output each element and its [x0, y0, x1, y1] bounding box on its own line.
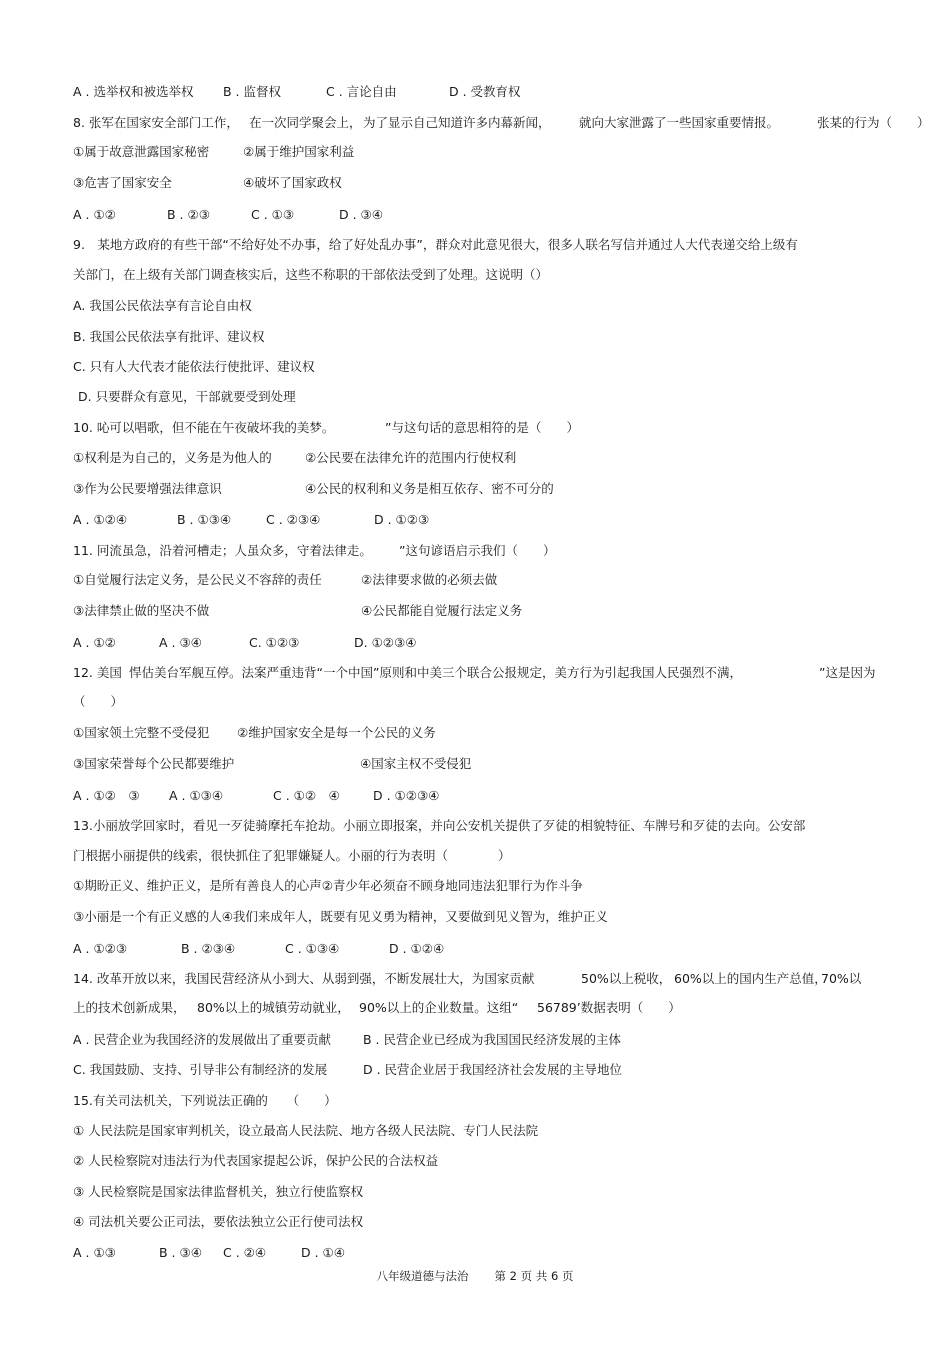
q12-statement-4: ④国家主权不受侵犯 — [360, 756, 472, 771]
q15-statement-4: ④ 司法机关要公正司法，要依法独立公正行使司法权 — [73, 1214, 364, 1229]
q14-options-row2 — [73, 1062, 622, 1078]
q11-stem — [73, 543, 555, 559]
q8-statement-2: ②属于维护国家利益 — [243, 144, 355, 159]
q12-stem-part: 悍估美台军舰互停。法案严重违背“一个中国”原则和中美三个联合公报规定，美方行为引起我国人民强烈不满， — [129, 665, 742, 680]
q10-statement-3: ③作为公民要增强法律意识 — [73, 481, 222, 496]
q11-statement-3: ③法律禁止做的坚决不做 — [73, 603, 210, 618]
q10-options — [73, 512, 429, 528]
q8-statement-3: ③危害了国家安全 — [73, 175, 172, 190]
q11-statement-2: ②法律要求做的必须去做 — [361, 572, 498, 587]
q9-option-b: B. 我国公民依法享有批评、建议权 — [73, 329, 265, 344]
q9-option-a: A. 我国公民依法享有言论自由权 — [73, 298, 252, 313]
q12-statement-1: ①国家领土完整不受侵犯 — [73, 725, 210, 740]
q8-statements-row2 — [73, 175, 342, 191]
q12-option-3: C . ①② ④ — [273, 788, 340, 803]
q7-option-b: B . 监督权 — [223, 84, 281, 99]
q11-option-2: A . ③④ — [159, 635, 202, 650]
q11-option-4: D. ①②③④ — [354, 635, 417, 650]
q12-statement-2: ②维护国家安全是每一个公民的义务 — [237, 725, 436, 740]
q7-option-c: C . 言论自由 — [326, 84, 397, 99]
q14-stem-part: 80%以上的城镇劳动就业， — [197, 1000, 350, 1015]
q9-stem-line2: 关部门，在上级有关部门调查核实后，这些不称职的干部依法受到了处理。这说明（） — [73, 267, 549, 282]
q14-stem-part: 70%以 — [821, 971, 862, 986]
q8-option-c: C . ①③ — [251, 207, 295, 222]
q14-option-a: A . 民营企业为我国经济的发展做出了重要贡献 — [73, 1032, 331, 1047]
q12-statement-3: ③国家荣誉每个公民都要维护 — [73, 756, 235, 771]
q15-options — [73, 1245, 345, 1261]
q12-statements-row1 — [73, 725, 436, 741]
q7-options — [73, 84, 521, 100]
q14-option-b: B . 民营企业已经成为我国国民经济发展的主体 — [363, 1032, 621, 1047]
q10-statements-row2 — [73, 481, 554, 497]
q13-option-c: C . ①③④ — [285, 941, 340, 956]
q11-statement-1: ①自觉履行法定义务，是公民义不容辞的责任 — [73, 572, 322, 587]
q11-stem-part: ”这句谚语启示我们（ ） — [399, 543, 556, 558]
q14-options-row1 — [73, 1032, 621, 1048]
q11-statement-4: ④公民都能自觉履行法定义务 — [361, 603, 523, 618]
q13-option-a: A . ①②③ — [73, 941, 128, 956]
q12-options — [73, 788, 439, 804]
q15-option-c: C . ②④ — [223, 1245, 267, 1260]
q11-option-3: C. ①②③ — [249, 635, 300, 650]
q10-stem-part: 10. 吣可以唱歌，但不能在午夜破坏我的美梦。 — [73, 420, 335, 435]
q12-option-4: D . ①②③④ — [373, 788, 440, 803]
q10-option-b: B . ①③④ — [177, 512, 232, 527]
q8-stem-part: 就向大家泄露了一些国家重要情报。 — [579, 115, 780, 130]
q14-option-c: C. 我国鼓励、支持、引导非公有制经济的发展 — [73, 1062, 328, 1077]
q10-option-d: D . ①②③ — [374, 512, 430, 527]
q15-stem: 15.有关司法机关，下列说法正确的 （ ） — [73, 1093, 337, 1108]
q10-stem — [73, 420, 579, 436]
q15-option-b: B . ③④ — [159, 1245, 202, 1260]
q14-stem-part: 14. 改革开放以来，我国民营经济从小到大、从弱到强，不断发展壮大，为国家贡献 — [73, 971, 535, 986]
q13-stem-line1: 13.小丽放学回家时，看见一歹徒骑摩托车抢劫。小丽立即报案，并向公安机关提供了歹徒的相貌特征、车牌号和歹徒的去向。公安部 — [73, 818, 806, 833]
q9-stem-line1: 9. 某地方政府的有些干部“不给好处不办事，给了好处乱办事”，群众对此意见很大，很多人联名写信并通过人大代表递交给上级有 — [73, 237, 798, 252]
q7-option-d: D . 受教育权 — [449, 84, 521, 99]
q10-option-a: A . ①②④ — [73, 512, 128, 527]
q12-stem-tail: （ ） — [73, 694, 124, 709]
q15-statement-3: ③ 人民检察院是国家法律监督机关，独立行使监察权 — [73, 1184, 364, 1199]
q8-stem-part: 张某的行为（ ） — [817, 115, 930, 130]
q12-stem-part: 12. 美国 — [73, 665, 122, 680]
q8-stem — [73, 115, 930, 131]
q8-statement-4: ④破坏了国家政权 — [243, 175, 342, 190]
q13-option-b: B . ②③④ — [181, 941, 236, 956]
footer-subject: 八年级道德与法治 — [376, 1269, 469, 1283]
q14-stem-part: 56789’数据表明（ ） — [537, 1000, 681, 1015]
footer-page-number: 第 2 页 共 6 页 — [494, 1269, 574, 1283]
q14-stem-part: 90%以上的企业数量。这组“ — [359, 1000, 519, 1015]
q15-statement-2: ② 人民检察院对违法行为代表国家提起公诉，保护公民的合法权益 — [73, 1153, 439, 1168]
q13-options — [73, 941, 444, 957]
q14-stem-line2 — [73, 1000, 681, 1016]
q8-stem-part: 为了显示自己知道许多内幕新闻， — [363, 115, 551, 130]
q8-statement-1: ①属于故意泄露国家秘密 — [73, 144, 210, 159]
q11-statements-row2 — [73, 603, 522, 619]
q12-option-1: A . ①② ③ — [73, 788, 140, 803]
q15-statement-1: ① 人民法院是国家审判机关，设立最高人民法院、地方各级人民法院、专门人民法院 — [73, 1123, 539, 1138]
q10-statement-2: ②公民要在法律允许的范围内行使权利 — [305, 450, 517, 465]
q14-stem-part: 50%以上税收， — [581, 971, 672, 986]
q10-statement-4: ④公民的权利和义务是相互依存、密不可分的 — [305, 481, 554, 496]
q12-stem-part: ”这是因为 — [819, 665, 876, 680]
q9-option-c: C. 只有人大代表才能依法行使批评、建议权 — [73, 359, 315, 374]
q13-stem-line2: 门根据小丽提供的线索，很快抓住了犯罪嫌疑人。小丽的行为表明（ ） — [73, 848, 511, 863]
q11-statements-row1 — [73, 572, 497, 588]
q13-statements-line1: ①期盼正义、维护正义，是所有善良人的心声②青少年必须奋不顾身地同违法犯罪行为作斗争 — [73, 878, 583, 893]
q8-stem-part: 在一次同学聚会上， — [249, 115, 362, 130]
q7-option-a: A . 选举权和被选举权 — [73, 84, 194, 99]
q8-options — [73, 207, 383, 223]
q9-option-d: D. 只要群众有意见，干部就要受到处理 — [78, 389, 296, 404]
q8-option-a: A . ①② — [73, 207, 116, 222]
page-footer — [0, 1268, 950, 1284]
q12-option-2: A . ①③④ — [169, 788, 224, 803]
q8-option-b: B . ②③ — [167, 207, 210, 222]
q10-stem-part: ”与这句话的意思相符的是（ ） — [385, 420, 579, 435]
q10-option-c: C . ②③④ — [266, 512, 321, 527]
q14-stem-part: 60%以上的国内生产总值， — [674, 971, 827, 986]
q14-stem-part: 上的技术创新成果， — [73, 1000, 186, 1015]
q11-option-1: A . ①② — [73, 635, 116, 650]
q14-option-d: D . 民营企业居于我国经济社会发展的主导地位 — [363, 1062, 623, 1077]
q15-option-a: A . ①③ — [73, 1245, 116, 1260]
q12-stem — [73, 665, 875, 681]
q8-option-d: D . ③④ — [339, 207, 383, 222]
q10-statement-1: ①权利是为自己的，义务是为他人的 — [73, 450, 272, 465]
q13-option-d: D . ①②④ — [389, 941, 445, 956]
q11-stem-part: 11. 冋流虽急，沿着河槽走；人虽众多，守着法律走。 — [73, 543, 372, 558]
q10-statements-row1 — [73, 450, 516, 466]
q8-statements-row1 — [73, 144, 354, 160]
q15-option-d: D . ①④ — [301, 1245, 345, 1260]
q14-stem-line1 — [73, 971, 861, 987]
q8-stem-part: 8. 张军在国家安全部门工作， — [73, 115, 239, 130]
q11-options — [73, 635, 416, 651]
q13-statements-line2: ③小丽是一个有正义感的人④我们来成年人，既要有见义勇为精神，又要做到见义智为，维护正义 — [73, 909, 608, 924]
q12-statements-row2 — [73, 756, 471, 772]
